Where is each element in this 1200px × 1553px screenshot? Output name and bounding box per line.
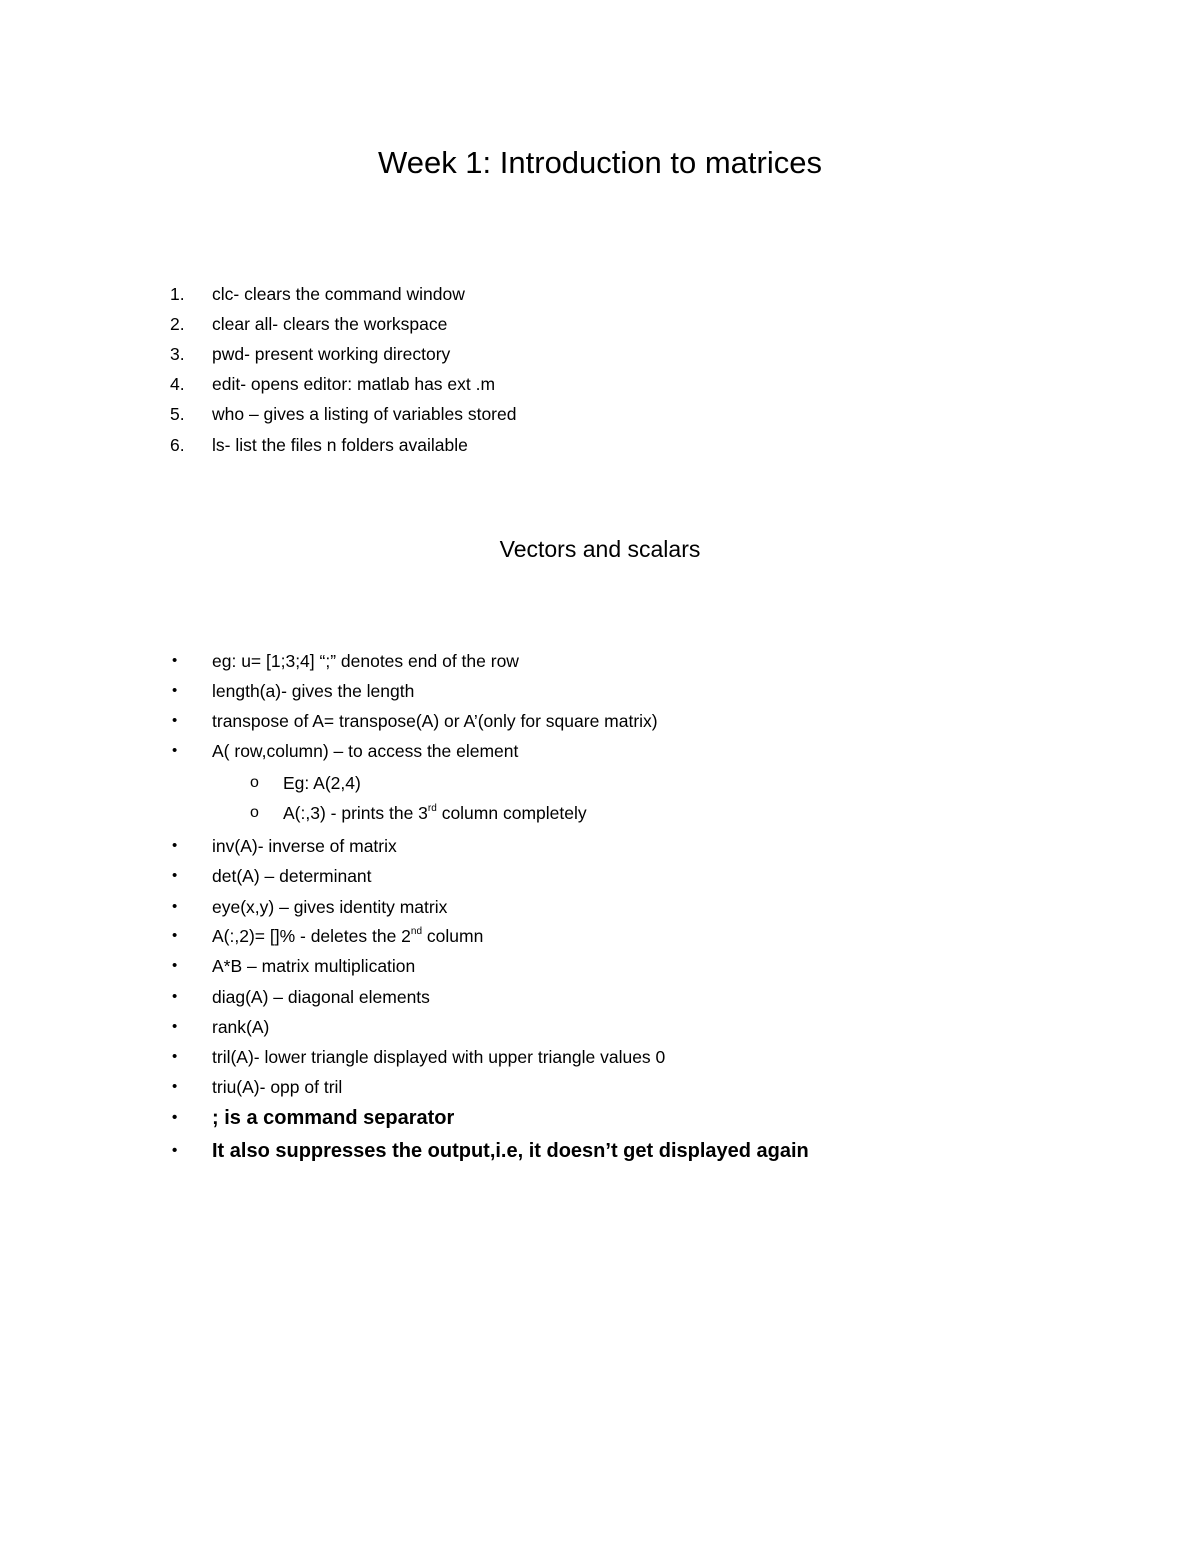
item-text: pwd- present working directory xyxy=(212,344,451,364)
bullet-icon: • xyxy=(172,898,178,915)
item-text: transpose of A= transpose(A) or A’(only for square matrix) xyxy=(212,711,658,731)
bullet-icon: • xyxy=(172,927,178,944)
item-text: ; is a command separator xyxy=(212,1107,455,1129)
bullet-icon: • xyxy=(172,1109,178,1126)
item-number: 1. xyxy=(170,284,185,304)
bullet-icon: • xyxy=(172,742,178,759)
item-text: A*B – matrix multiplication xyxy=(212,956,416,976)
item-text: It also suppresses the output,i.e, it doesn’t get displayed again xyxy=(212,1140,809,1162)
item-text: clear all- clears the workspace xyxy=(212,314,448,334)
item-text: clc- clears the command window xyxy=(212,284,465,304)
item-number: 5. xyxy=(170,404,185,424)
item-text: diag(A) – diagonal elements xyxy=(212,987,430,1007)
ordinal-suffix: nd xyxy=(410,926,423,937)
item-text: Eg: A(2,4) xyxy=(283,773,361,793)
item-text xyxy=(212,924,483,948)
ordinal-suffix: rd xyxy=(427,803,437,814)
item-number: 6. xyxy=(170,435,185,455)
item-text-part: column xyxy=(422,926,484,946)
bullet-icon: • xyxy=(172,867,178,884)
bullet-icon: • xyxy=(172,652,178,669)
item-text: rank(A) xyxy=(212,1017,270,1037)
item-text: tril(A)- lower triangle displayed with upper triangle values 0 xyxy=(212,1047,666,1067)
item-text: det(A) – determinant xyxy=(212,866,372,886)
bullet-icon: • xyxy=(172,1078,178,1095)
item-text: A( row,column) – to access the element xyxy=(212,741,519,761)
item-number: 2. xyxy=(170,314,185,334)
page-title: Week 1: Introduction to matrices xyxy=(378,145,822,180)
item-text: inv(A)- inverse of matrix xyxy=(212,836,397,856)
bullet-icon: • xyxy=(172,1048,178,1065)
item-text-part: A(:,2)= []% - deletes the 2 xyxy=(212,926,411,946)
item-text: eg: u= [1;3;4] “;” denotes end of the row xyxy=(212,651,519,671)
item-text: edit- opens editor: matlab has ext .m xyxy=(212,374,496,394)
bullet-icon: • xyxy=(172,712,178,729)
bullet-icon: • xyxy=(172,682,178,699)
section-title: Vectors and scalars xyxy=(499,536,701,562)
bullet-icon: • xyxy=(172,837,178,854)
bullet-icon: • xyxy=(172,957,178,974)
item-number: 3. xyxy=(170,344,185,364)
item-text-part: column completely xyxy=(436,803,587,823)
item-number: 4. xyxy=(170,374,185,394)
bullet-icon: • xyxy=(172,1018,178,1035)
item-text: who – gives a listing of variables stored xyxy=(212,404,517,424)
item-text xyxy=(283,801,587,825)
item-text: triu(A)- opp of tril xyxy=(212,1077,343,1097)
bullet-icon: • xyxy=(172,1142,178,1159)
item-text: ls- list the files n folders available xyxy=(212,435,468,455)
sub-bullet-icon: o xyxy=(250,774,259,791)
item-text: length(a)- gives the length xyxy=(212,681,415,701)
item-text: eye(x,y) – gives identity matrix xyxy=(212,897,448,917)
item-text-part: A(:,3) - prints the 3 xyxy=(283,803,428,823)
sub-bullet-icon: o xyxy=(250,804,259,821)
bullet-icon: • xyxy=(172,988,178,1005)
